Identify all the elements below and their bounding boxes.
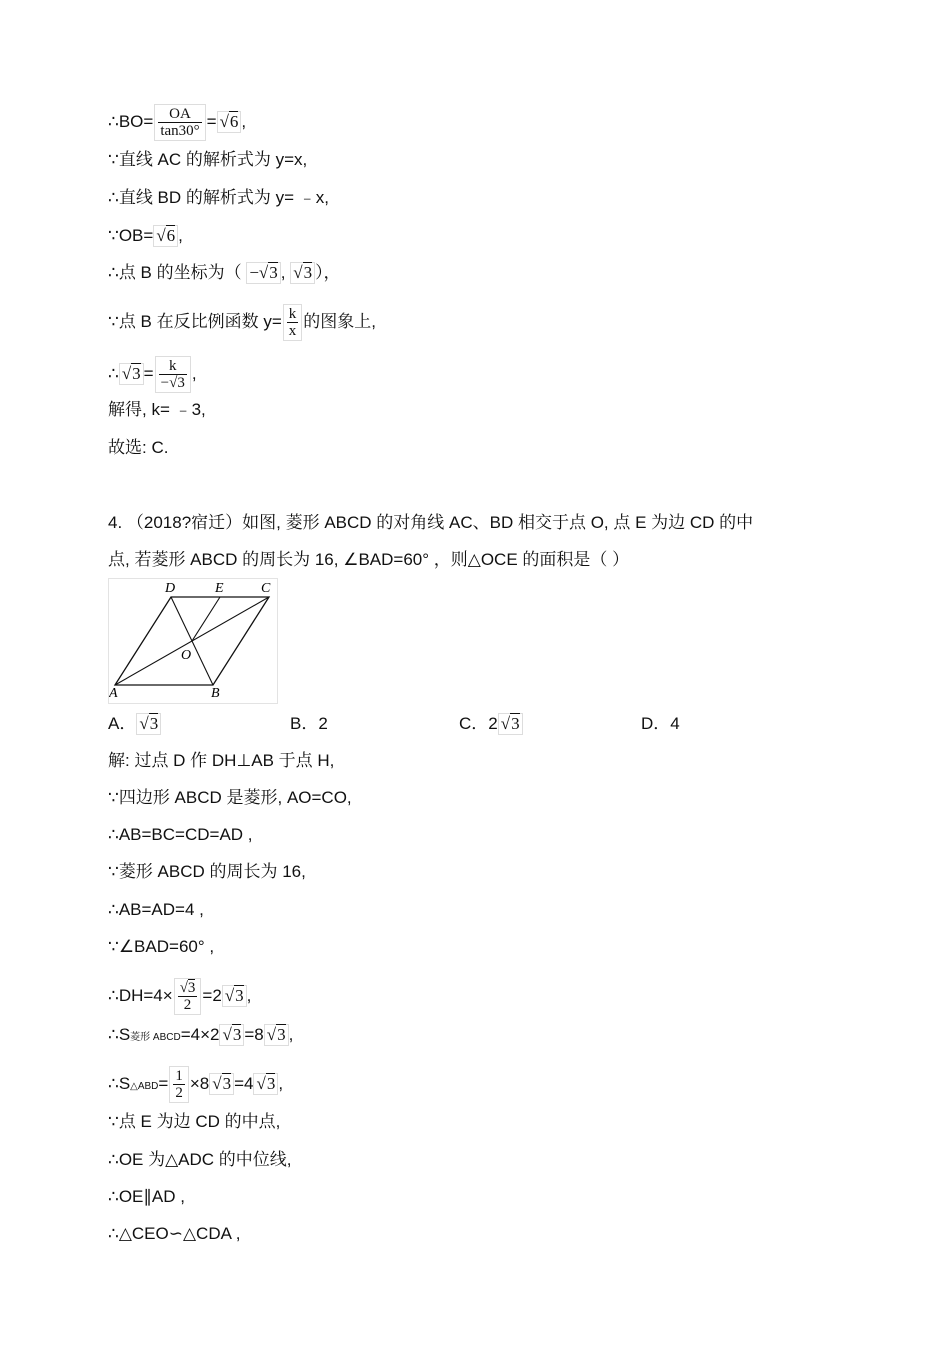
question-line-1: 4. （2018?宿迁）如图, 菱形 ABCD 的对角线 AC、BD 相交于点 O, 点 E 为边 CD 的中 xyxy=(108,513,754,532)
text: = xyxy=(206,111,217,131)
label-b: B xyxy=(211,686,220,701)
line-k: 解得, k= ﹣3, xyxy=(108,400,206,419)
solution-line: ∴△CEO∽△CDA , xyxy=(108,1224,241,1243)
solution-line: ∴AB=BC=CD=AD , xyxy=(108,825,253,844)
rhombus-figure xyxy=(108,578,278,704)
label-o: O xyxy=(181,648,192,663)
option-d: D．4 xyxy=(641,714,680,733)
sqrt: √3 xyxy=(253,1073,278,1095)
solution-line-dh: ∴DH=4× $\frac{√3}{2}$ =2 √3 , xyxy=(108,980,252,1013)
line-choice: 故选: C. xyxy=(108,438,169,457)
fraction: $\frac{1}{2}$ xyxy=(169,1066,189,1103)
label-e: E xyxy=(215,581,224,596)
text: ∴BO= xyxy=(108,111,154,131)
option-a: A． √3 xyxy=(108,712,161,736)
sqrt: √3 xyxy=(264,1024,289,1046)
line-ac: ∵直线 AC 的解析式为 y=x, xyxy=(108,150,308,169)
line-bo xyxy=(108,104,246,141)
sqrt: √3 xyxy=(290,262,315,284)
fraction: $\frac{√3}{2}$ xyxy=(174,978,202,1015)
fraction xyxy=(154,104,205,141)
sqrt: √3 xyxy=(498,713,523,735)
line-ob: ∵OB= √6 , xyxy=(108,226,183,245)
line-inverse: ∵点 B 在反比例函数 y= $\frac{k}{x}$ 的图象上, xyxy=(108,306,376,339)
sqrt: √3 xyxy=(209,1073,234,1095)
question-line-2: 点, 若菱形 ABCD 的周长为 16, ∠BAD=60° ，则△OCE 的面积是（ ） xyxy=(108,550,630,569)
fraction: $\frac{k}{-√3}$ xyxy=(155,356,191,393)
rhombus-diagram xyxy=(109,579,277,703)
label-a: A xyxy=(109,686,118,701)
option-b: B．2 xyxy=(290,714,328,733)
label-c: C xyxy=(261,581,271,596)
label-d: D xyxy=(165,581,176,596)
text: , xyxy=(241,111,247,131)
solution-line: ∴OE∥AD , xyxy=(108,1187,185,1206)
sqrt: √6 xyxy=(217,111,242,133)
option-c: C．2 √3 xyxy=(459,712,523,736)
line-eq: ∴ √3 = $\frac{k}{-√3}$ , xyxy=(108,358,197,391)
denominator: tan30° xyxy=(160,123,200,139)
solution-line: ∵∠BAD=60° , xyxy=(108,937,215,956)
solution-line-area-rhombus: ∴S菱形 ABCD=4×2 √3 =8 √3 , xyxy=(108,1025,294,1044)
fraction: $\frac{k}{x}$ xyxy=(283,304,303,341)
sqrt: √3 xyxy=(219,1024,244,1046)
segment-oe xyxy=(192,597,220,641)
sqrt: √3 xyxy=(136,713,161,735)
solution-line: ∵菱形 ABCD 的周长为 16, xyxy=(108,862,306,881)
line-b-coord: ∴点 B 的坐标为（ −√3 , √3 ）， xyxy=(108,263,341,282)
solution-line: ∵点 E 为边 CD 的中点, xyxy=(108,1112,281,1131)
sqrt: √6 xyxy=(153,225,178,247)
line-bd: ∴直线 BD 的解析式为 y= ﹣x, xyxy=(108,188,329,207)
sqrt: √3 xyxy=(119,363,144,385)
solution-line: 解: 过点 D 作 DH⊥AB 于点 H, xyxy=(108,751,335,770)
solution-line: ∴AB=AD=4 , xyxy=(108,900,204,919)
numerator: OA xyxy=(158,106,201,123)
solution-line: ∴OE 为△ADC 的中位线, xyxy=(108,1150,292,1169)
sqrt: √3 xyxy=(222,985,247,1007)
solution-line: ∵四边形 ABCD 是菱形, AO=CO, xyxy=(108,788,352,807)
solution-line-area-abd: ∴S△ABD= $\frac{1}{2}$ ×8 √3 =4 √3 , xyxy=(108,1068,284,1101)
sqrt: −√3 xyxy=(246,262,280,284)
